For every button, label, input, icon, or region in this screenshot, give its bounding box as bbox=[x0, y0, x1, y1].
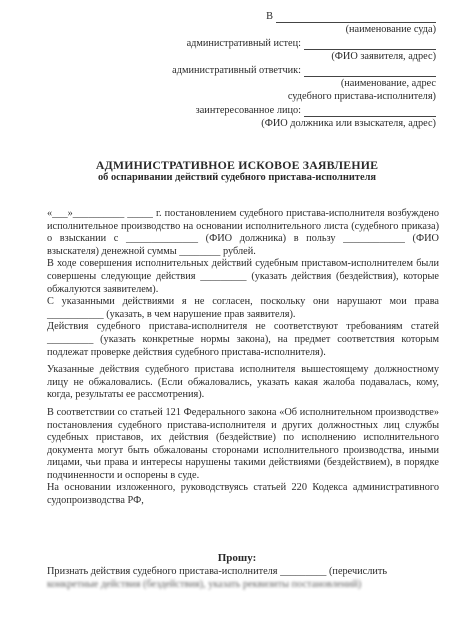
paragraph-3: С указанными действиями я не согласен, поскольку они нарушают мои права ___________ (указать, в чем нарушение прав заявителя). bbox=[47, 296, 439, 320]
defendant-hint-2: судебного пристава-исполнителя) bbox=[287, 91, 436, 103]
bottom-fade bbox=[40, 590, 440, 628]
document-header bbox=[146, 10, 436, 131]
interested-label: заинтересованное лицо: bbox=[195, 104, 301, 116]
request-block bbox=[47, 566, 439, 591]
document-subtitle: об оспаривании действий судебного пристава-исполнителя bbox=[97, 172, 377, 183]
court-line bbox=[146, 10, 436, 23]
document-body bbox=[47, 208, 439, 508]
request-blurred-line: конкретные действия (бездействия), указать реквизиты постановлений) bbox=[47, 578, 362, 590]
paragraph-5: Указанные действия судебного пристава исполнителя вышестоящему должностному лицу не обжаловались. (Если обжаловались, указать какая жалоба подавалась, кому, когда, результаты ее рассмотрения). bbox=[47, 364, 439, 401]
defendant-hint-1: (наименование, адрес bbox=[340, 77, 436, 89]
paragraph-2: В ходе совершения исполнительных действий судебным приставом-исполнителем были совершены следующие действия _________ (указать действия (бездействия), которые обжалуются заявителем). bbox=[47, 258, 439, 295]
interested-line bbox=[146, 104, 436, 117]
plaintiff-label: административный истец: bbox=[186, 37, 301, 49]
court-hint: (наименование суда) bbox=[345, 24, 436, 36]
paragraph-1: «___»__________ _____ г. постановлением судебного пристава-исполнителя возбуждено исполнительное производство на основании исполнительного листа (судебного приказа) о взыскании с ______________ (ФИО должника) в пользу ____________ (ФИО взыскателя) денежной суммы ________ рублей. bbox=[47, 208, 439, 257]
request-heading: Прошу: bbox=[217, 552, 257, 564]
plaintiff-line bbox=[146, 37, 436, 50]
interested-hint: (ФИО должника или взыскателя, адрес) bbox=[261, 118, 436, 130]
court-prefix: В bbox=[266, 10, 273, 22]
court-blank bbox=[276, 12, 436, 23]
plaintiff-hint: (ФИО заявителя, адрес) bbox=[331, 51, 436, 63]
defendant-label: административный ответчик: bbox=[172, 64, 301, 76]
paragraph-7: На основании изложенного, руководствуясь статьей 220 Кодекса административного судопроизводства РФ, bbox=[47, 482, 439, 507]
plaintiff-blank bbox=[304, 39, 436, 50]
interested-blank bbox=[304, 106, 436, 117]
request-line: Признать действия судебного пристава-исполнителя _________ (перечислить bbox=[47, 566, 388, 577]
defendant-blank bbox=[304, 66, 436, 77]
paragraph-4: Действия судебного пристава-исполнителя не соответствуют требованиям статей _________ (указать конкретные нормы закона), на предмет соответствия которым подлежат проверке действия судебного пристава-исполнителя). bbox=[47, 321, 439, 358]
paragraph-6: В соответствии со статьей 121 Федерального закона «Об исполнительном производстве» постановления судебного пристава-исполнителя и других должностных лиц службы судебных приставов, их действия (бездействие) по исполнению исполнительного документа могут быть обжалованы сторонами исполнительного производства, иными лицами, чьи права и интересы нарушены такими действиями (бездействием), в порядке подчиненности и оспорены в суде. bbox=[47, 406, 439, 481]
defendant-line bbox=[146, 64, 436, 77]
document-title: АДМИНИСТРАТИВНОЕ ИСКОВОЕ ЗАЯВЛЕНИЕ bbox=[95, 158, 379, 172]
